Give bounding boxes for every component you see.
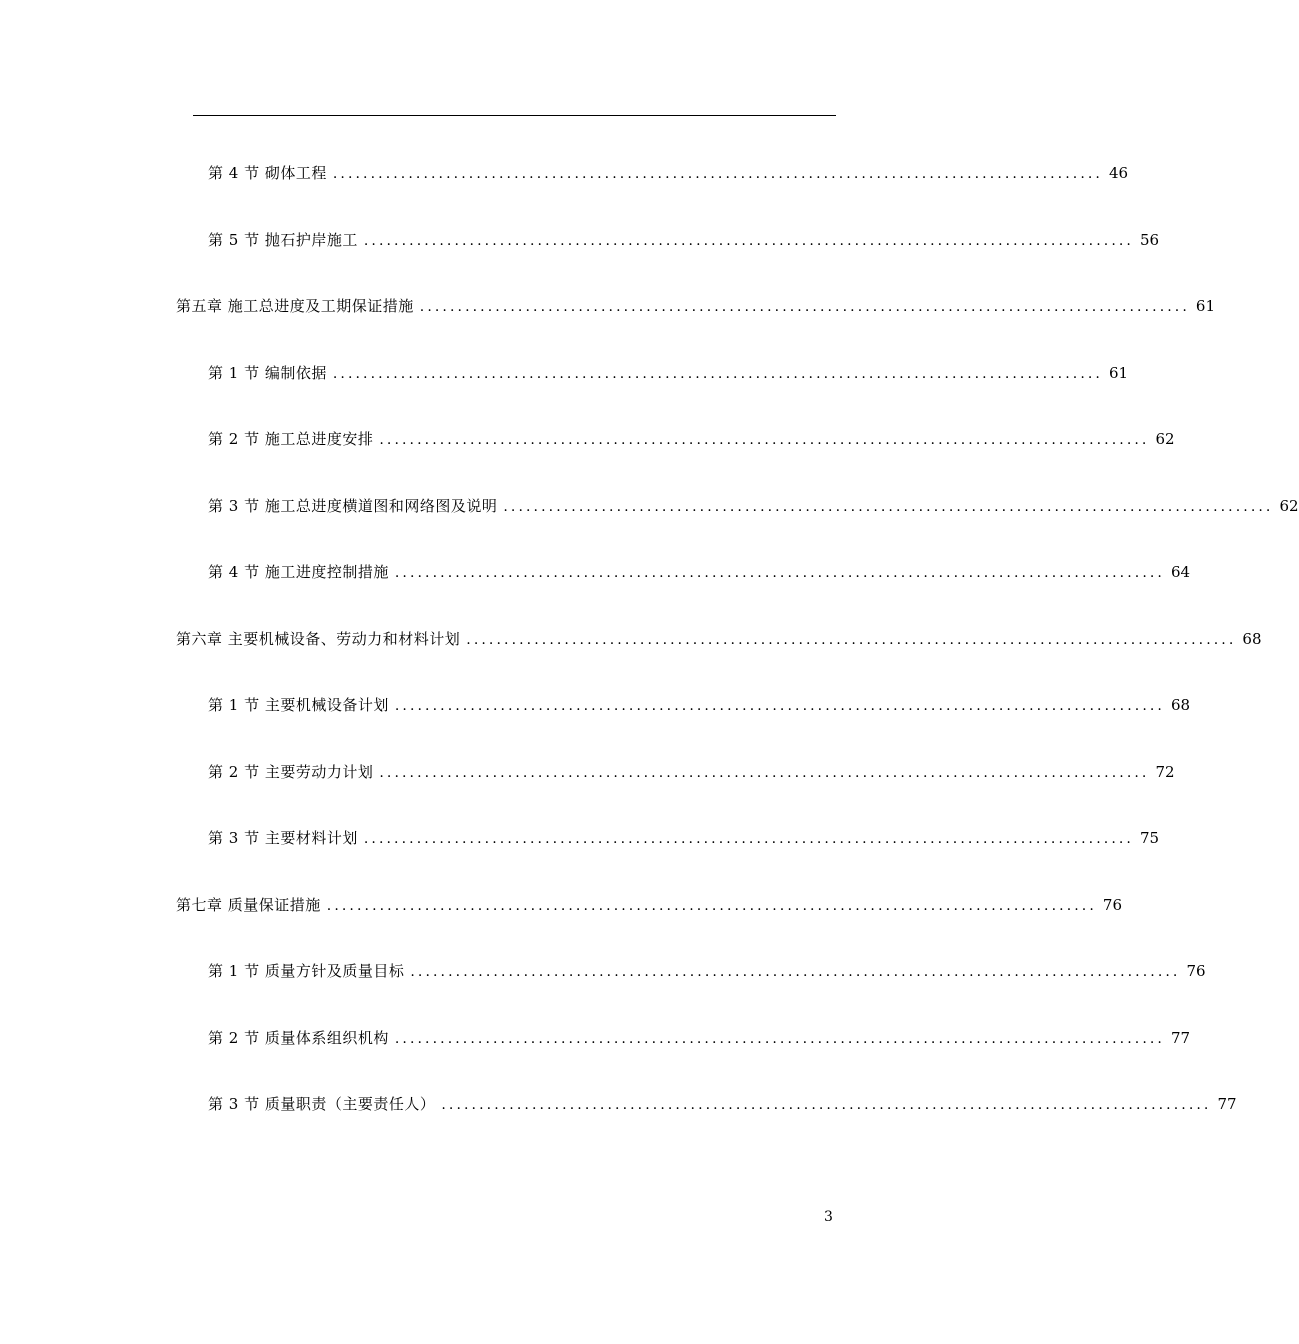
toc-entry-label: 第 2 节 质量体系组织机构 [208,1029,389,1047]
toc-entry-page: 72 [1155,763,1175,781]
toc-entry[interactable] [176,295,1215,317]
toc-entry[interactable] [208,229,1160,251]
dot-leader: ...................................................................................................... [332,366,1103,382]
toc-entry-page: 68 [1242,630,1262,648]
dot-leader: ...................................................................................................... [410,964,1181,980]
toc-entry-label: 第 2 节 主要劳动力计划 [208,763,374,781]
toc-entry-label: 第 2 节 施工总进度安排 [208,430,374,448]
dot-leader: ...................................................................................................... [363,233,1134,249]
toc-entry-page: 56 [1139,231,1160,249]
toc-entry[interactable] [208,1093,1237,1115]
toc-entry[interactable] [208,960,1206,982]
toc-entry[interactable] [208,162,1129,184]
toc-entry-label: 第 5 节 抛石护岸施工 [208,231,358,249]
dot-leader: ...................................................................................................... [332,166,1103,182]
page-number: 3 [824,1209,833,1225]
toc-entry[interactable] [208,694,1191,716]
dot-leader: ...................................................................................................... [326,898,1097,914]
toc-entry-label: 第 1 节 编制依据 [208,364,327,382]
dot-leader: ...................................................................................................... [419,299,1190,315]
toc-entry-label: 第六章 主要机械设备、劳动力和材料计划 [176,630,461,648]
toc-entry-label: 第 1 节 质量方针及质量目标 [208,962,405,980]
toc-entry-page: 61 [1108,364,1129,382]
toc-entry-label: 第 1 节 主要机械设备计划 [208,696,389,714]
toc-entry-label: 第 3 节 质量职责（主要责任人） [208,1095,436,1113]
toc-entry-page: 77 [1217,1095,1237,1113]
toc-entry[interactable] [208,761,1175,783]
toc-entry-label: 第 3 节 主要材料计划 [208,829,358,847]
toc-entry[interactable] [208,1027,1191,1049]
toc-entry[interactable] [208,428,1175,450]
toc-entry-page: 75 [1139,829,1160,847]
toc-entry-page: 62 [1279,497,1299,515]
toc-entry[interactable] [176,894,1122,916]
toc-entry-page: 77 [1170,1029,1191,1047]
dot-leader: ...................................................................................................... [466,632,1237,648]
toc-entry[interactable] [208,561,1191,583]
toc-entry-label: 第 3 节 施工总进度横道图和网络图及说明 [208,497,498,515]
toc-entry-label: 第 4 节 砌体工程 [208,164,327,182]
dot-leader: ...................................................................................................... [441,1097,1212,1113]
dot-leader: ...................................................................................................... [394,698,1165,714]
toc-entry-label: 第七章 质量保证措施 [176,896,321,914]
toc-entry-page: 76 [1186,962,1206,980]
dot-leader: ...................................................................................................... [379,765,1150,781]
toc-entry[interactable] [208,495,1299,517]
dot-leader: ...................................................................................................... [394,565,1165,581]
dot-leader: ...................................................................................................... [363,831,1134,847]
toc-entry-page: 64 [1170,563,1191,581]
toc-entry-page: 76 [1102,896,1122,914]
toc-entry-page: 62 [1155,430,1175,448]
toc-entry[interactable] [208,362,1129,384]
toc-entry-page: 61 [1195,297,1215,315]
dot-leader: ...................................................................................................... [379,432,1150,448]
toc-entry-label: 第 4 节 施工进度控制措施 [208,563,389,581]
toc-entry[interactable] [176,628,1262,650]
toc-entry-label: 第五章 施工总进度及工期保证措施 [176,297,414,315]
toc-entry-page: 68 [1170,696,1191,714]
toc-entry-page: 46 [1108,164,1129,182]
dot-leader: ...................................................................................................... [394,1031,1165,1047]
dot-leader: ...................................................................................................... [503,499,1274,515]
toc-entry[interactable] [208,827,1160,849]
